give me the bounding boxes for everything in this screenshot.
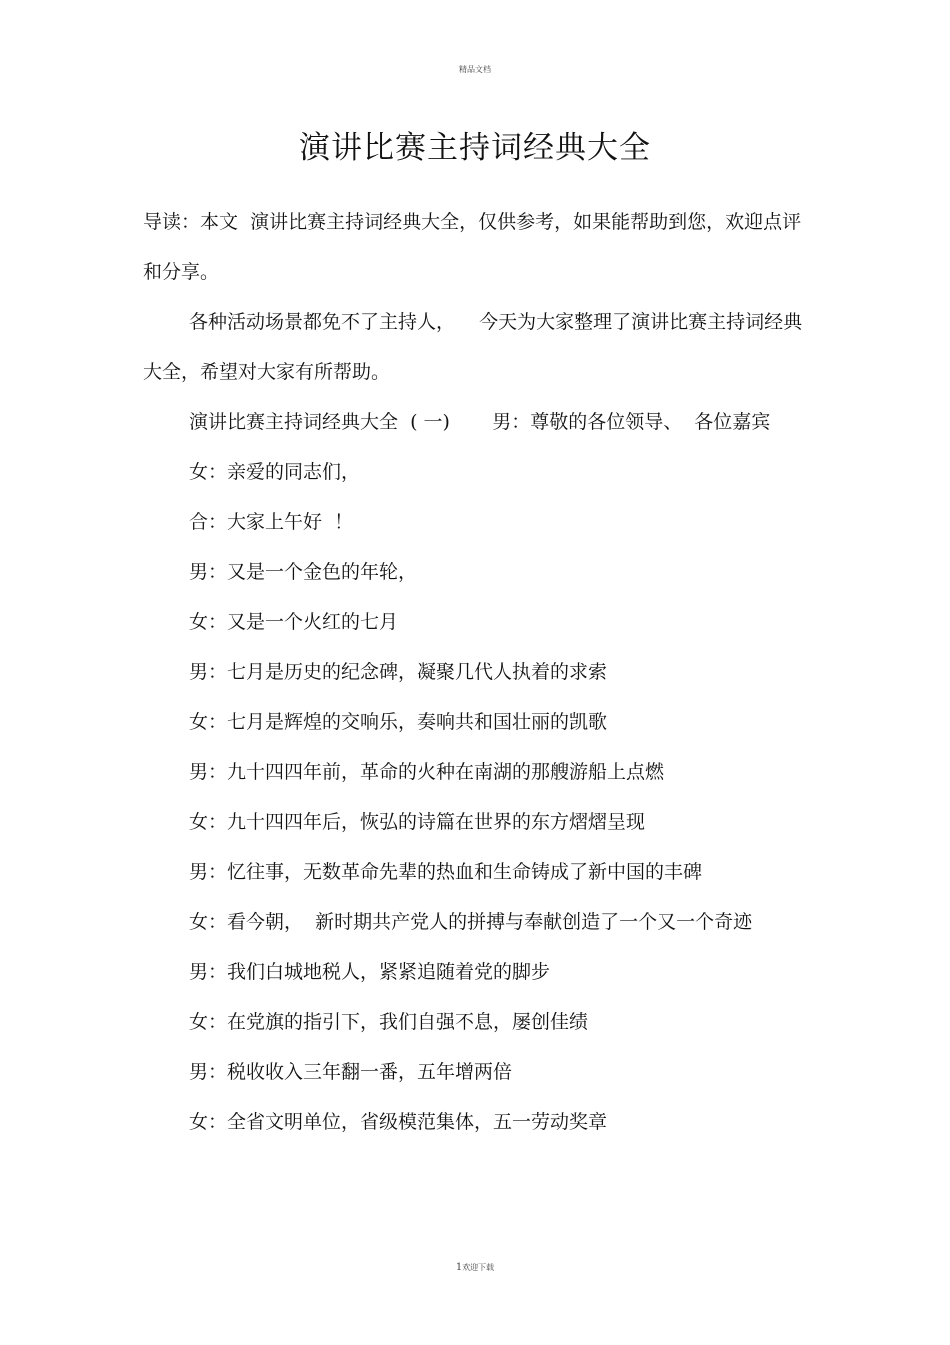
paragraph: 男：九十四四年前，革命的火种在南湖的那艘游船上点燃: [189, 761, 665, 783]
paragraph: 女：看今朝， 新时期共产党人的拼搏与奉献创造了一个又一个奇迹: [189, 911, 753, 933]
paragraph: 导读：本文 演讲比赛主持词经典大全，仅供参考，如果能帮助到您，欢迎点评和分享。: [143, 211, 802, 283]
paragraph: 女：七月是辉煌的交响乐，奏响共和国壮丽的凯歌: [189, 711, 608, 733]
paragraph: 男：我们白城地税人，紧紧追随着党的脚步: [189, 961, 551, 983]
paragraph: 女：又是一个火红的七月: [189, 611, 399, 633]
paragraph: 女：全省文明单位，省级模范集体，五一劳动奖章: [189, 1111, 608, 1133]
footer-text: 欢迎下载: [462, 1263, 495, 1272]
document-body: [143, 197, 808, 1147]
paragraph: 男：忆往事，无数革命先辈的热血和生命铸成了新中国的丰碑: [189, 861, 703, 883]
page-header: 精品文档: [459, 65, 491, 74]
paragraph: 女：九十四四年后，恢弘的诗篇在世界的东方熠熠呈现: [189, 811, 646, 833]
paragraph: 男：税收收入三年翻一番，五年增两倍: [189, 1061, 513, 1083]
page-footer: [0, 1262, 950, 1273]
paragraph: 女：亲爱的同志们，: [189, 461, 361, 483]
paragraph: 各种活动场景都免不了主持人， 今天为大家整理了演讲比赛主持词经典大全，希望对大家有所帮助。: [143, 311, 803, 383]
page-number: 1: [455, 1262, 463, 1273]
paragraph: 男：又是一个金色的年轮，: [189, 561, 418, 583]
paragraph: 合：大家上午好 ！: [189, 511, 354, 533]
paragraph: 男：七月是历史的纪念碑，凝聚几代人执着的求索: [189, 661, 608, 683]
paragraph: 女：在党旗的指引下，我们自强不息，屡创佳绩: [189, 1011, 589, 1033]
paragraph: 演讲比赛主持词经典大全 ( 一) 男：尊敬的各位领导、 各位嘉宾: [189, 411, 771, 433]
document-title: 演讲比赛主持词经典大全: [299, 130, 651, 166]
